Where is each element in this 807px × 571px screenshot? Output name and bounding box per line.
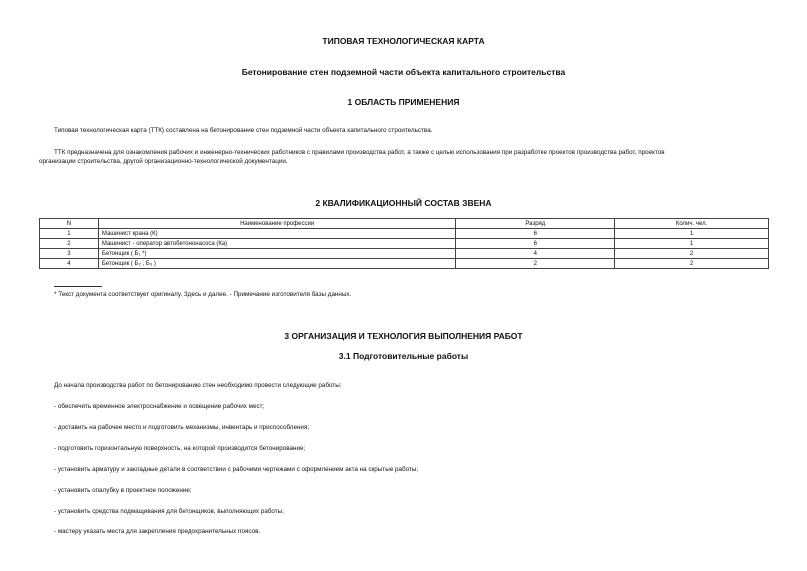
- worker-count: 2: [615, 259, 769, 269]
- section-3-heading: 3 ОРГАНИЗАЦИЯ И ТЕХНОЛОГИЯ ВЫПОЛНЕНИЯ РАБОТ: [284, 331, 523, 341]
- crew-table: [39, 218, 769, 269]
- grade: 2: [456, 259, 615, 269]
- list-item: - подготовить горизонтальную поверхность, на которой производится бетонирование;: [54, 445, 306, 452]
- table-row: [40, 239, 769, 249]
- profession-name: Бетонщик ( Б₂ , Б₃ ): [98, 259, 456, 269]
- list-item: - мастеру указать места для закрепления предохранительных поясов.: [54, 528, 261, 535]
- table-row: [40, 229, 769, 239]
- footnote: * Текст документа соответствует оригиналу. Здесь и далее. - Примечание изготовителя базы данных.: [54, 291, 352, 298]
- section-1-paragraph-2-line-1: ТТК предназначена для ознакомления рабочих и инженерно-технических работников с правилами производства работ, а также с целью использования при разработке проектов производства работ, проектов: [54, 149, 665, 156]
- profession-name: Машинист крана (К): [98, 229, 456, 239]
- worker-count: 2: [615, 249, 769, 259]
- section-3-intro: До начала производства работ по бетонированию стен необходимо провести следующие работы:: [54, 382, 342, 389]
- list-item: - установить опалубку в проектное положение;: [54, 487, 192, 494]
- list-item: - установить арматуру и закладные детали в соответствии с рабочими чертежами с оформлением акта на скрытые работы;: [54, 466, 419, 473]
- section-1-paragraph-1: Типовая технологическая карта (ТТК) составлена на бетонирование стен подземной части объекта капитального строительства.: [54, 127, 433, 134]
- table-row: [40, 249, 769, 259]
- section-3-1-heading: 3.1 Подготовительные работы: [338, 351, 469, 361]
- grade: 6: [456, 239, 615, 249]
- column-header: N: [40, 219, 99, 229]
- grade: 4: [456, 249, 615, 259]
- row-number: 4: [40, 259, 99, 269]
- row-number: 1: [40, 229, 99, 239]
- table-header-row: [40, 219, 769, 229]
- row-number: 2: [40, 239, 99, 249]
- section-1-heading: 1 ОБЛАСТЬ ПРИМЕНЕНИЯ: [347, 97, 460, 107]
- list-item: - обеспечить временное электроснабжение и освещение рабочих мест;: [54, 403, 265, 410]
- row-number: 3: [40, 249, 99, 259]
- column-header: Разряд: [456, 219, 615, 229]
- column-header: Колич. чел.: [615, 219, 769, 229]
- worker-count: 1: [615, 239, 769, 249]
- footnote-divider: [54, 286, 102, 287]
- document-subtitle: Бетонирование стен подземной части объекта капитального строительства: [241, 67, 566, 77]
- profession-name: Бетонщик ( Б₁ *): [98, 249, 456, 259]
- worker-count: 1: [615, 229, 769, 239]
- column-header: Наименование профессии: [98, 219, 456, 229]
- document-title: ТИПОВАЯ ТЕХНОЛОГИЧЕСКАЯ КАРТА: [322, 36, 485, 46]
- list-item: - доставить на рабочее место и подготовить механизмы, инвентарь и приспособления;: [54, 424, 310, 431]
- profession-name: Машинист - оператор автобетононасоса (Ка): [98, 239, 456, 249]
- section-2-heading: 2 КВАЛИФИКАЦИОННЫЙ СОСТАВ ЗВЕНА: [315, 198, 492, 208]
- grade: 6: [456, 229, 615, 239]
- list-item: - установить средства подмащивания для бетонщиков, выполняющих работы;: [54, 508, 284, 515]
- table-row: [40, 259, 769, 269]
- section-1-paragraph-2-line-2: организации строительства, другой организационно-технологической документации.: [39, 158, 288, 165]
